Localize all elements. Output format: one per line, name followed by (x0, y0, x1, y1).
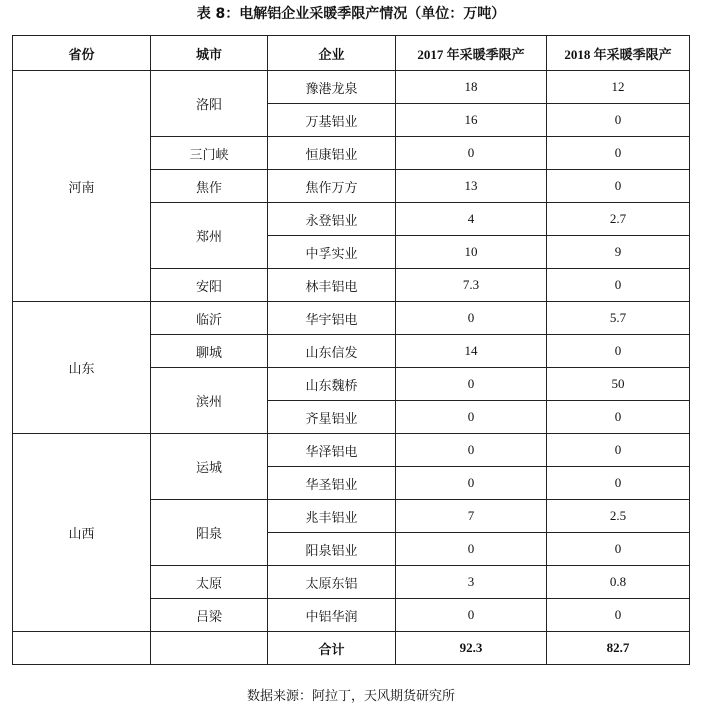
company-cell: 豫港龙泉 (268, 71, 396, 104)
value-2018-cell: 5.7 (547, 302, 690, 335)
value-2018-cell: 0 (547, 269, 690, 302)
value-2017-cell: 0 (396, 467, 547, 500)
value-2017-cell: 4 (396, 203, 547, 236)
total-label: 合计 (268, 632, 396, 665)
company-cell: 华宇铝电 (268, 302, 396, 335)
header-2017: 2017 年采暖季限产 (396, 36, 547, 71)
company-cell: 山东魏桥 (268, 368, 396, 401)
city-cell: 阳泉 (151, 500, 268, 566)
value-2018-cell: 0 (547, 434, 690, 467)
header-province: 省份 (13, 36, 151, 71)
header-city: 城市 (151, 36, 268, 71)
value-2017-cell: 18 (396, 71, 547, 104)
value-2018-cell: 0.8 (547, 566, 690, 599)
city-cell: 运城 (151, 434, 268, 500)
value-2018-cell: 0 (547, 104, 690, 137)
city-cell: 三门峡 (151, 137, 268, 170)
value-2017-cell: 14 (396, 335, 547, 368)
value-2018-cell: 0 (547, 137, 690, 170)
value-2018-cell: 0 (547, 533, 690, 566)
value-2017-cell: 0 (396, 368, 547, 401)
table-header-row (13, 36, 690, 71)
table-row (13, 302, 690, 335)
company-cell: 中孚实业 (268, 236, 396, 269)
company-cell: 中铝华润 (268, 599, 396, 632)
value-2018-cell: 0 (547, 335, 690, 368)
company-cell: 华圣铝业 (268, 467, 396, 500)
value-2017-cell: 0 (396, 533, 547, 566)
total-empty-cell (13, 632, 151, 665)
value-2017-cell: 0 (396, 137, 547, 170)
province-cell: 河南 (13, 71, 151, 302)
company-cell: 阳泉铝业 (268, 533, 396, 566)
table-title: 表 8：电解铝企业采暖季限产情况（单位：万吨） (196, 6, 506, 22)
value-2017-cell: 0 (396, 302, 547, 335)
city-cell: 洛阳 (151, 71, 268, 137)
value-2018-cell: 0 (547, 170, 690, 203)
value-2017-cell: 0 (396, 401, 547, 434)
company-cell: 焦作万方 (268, 170, 396, 203)
company-cell: 林丰铝电 (268, 269, 396, 302)
value-2018-cell: 12 (547, 71, 690, 104)
value-2018-cell: 2.7 (547, 203, 690, 236)
city-cell: 太原 (151, 566, 268, 599)
curtailment-table (12, 35, 690, 665)
data-source-note: 数据来源：阿拉丁，天风期货研究所 (246, 689, 455, 704)
table-row (13, 434, 690, 467)
value-2017-cell: 7.3 (396, 269, 547, 302)
city-cell: 滨州 (151, 368, 268, 434)
company-cell: 山东信发 (268, 335, 396, 368)
table-row (13, 71, 690, 104)
value-2017-cell: 10 (396, 236, 547, 269)
total-2017: 92.3 (396, 632, 547, 665)
company-cell: 兆丰铝业 (268, 500, 396, 533)
company-cell: 万基铝业 (268, 104, 396, 137)
value-2018-cell: 9 (547, 236, 690, 269)
value-2017-cell: 0 (396, 434, 547, 467)
value-2017-cell: 3 (396, 566, 547, 599)
value-2018-cell: 50 (547, 368, 690, 401)
city-cell: 安阳 (151, 269, 268, 302)
total-row (13, 632, 690, 665)
header-company: 企业 (268, 36, 396, 71)
city-cell: 郑州 (151, 203, 268, 269)
city-cell: 聊城 (151, 335, 268, 368)
total-2018: 82.7 (547, 632, 690, 665)
value-2018-cell: 0 (547, 401, 690, 434)
value-2018-cell: 2.5 (547, 500, 690, 533)
total-empty-cell (151, 632, 268, 665)
value-2018-cell: 0 (547, 599, 690, 632)
city-cell: 临沂 (151, 302, 268, 335)
value-2017-cell: 0 (396, 599, 547, 632)
company-cell: 恒康铝业 (268, 137, 396, 170)
company-cell: 永登铝业 (268, 203, 396, 236)
value-2017-cell: 16 (396, 104, 547, 137)
city-cell: 焦作 (151, 170, 268, 203)
company-cell: 太原东铝 (268, 566, 396, 599)
value-2017-cell: 13 (396, 170, 547, 203)
header-2018: 2018 年采暖季限产 (547, 36, 690, 71)
city-cell: 吕梁 (151, 599, 268, 632)
value-2018-cell: 0 (547, 467, 690, 500)
province-cell: 山东 (13, 302, 151, 434)
company-cell: 华泽铝电 (268, 434, 396, 467)
company-cell: 齐星铝业 (268, 401, 396, 434)
province-cell: 山西 (13, 434, 151, 632)
value-2017-cell: 7 (396, 500, 547, 533)
